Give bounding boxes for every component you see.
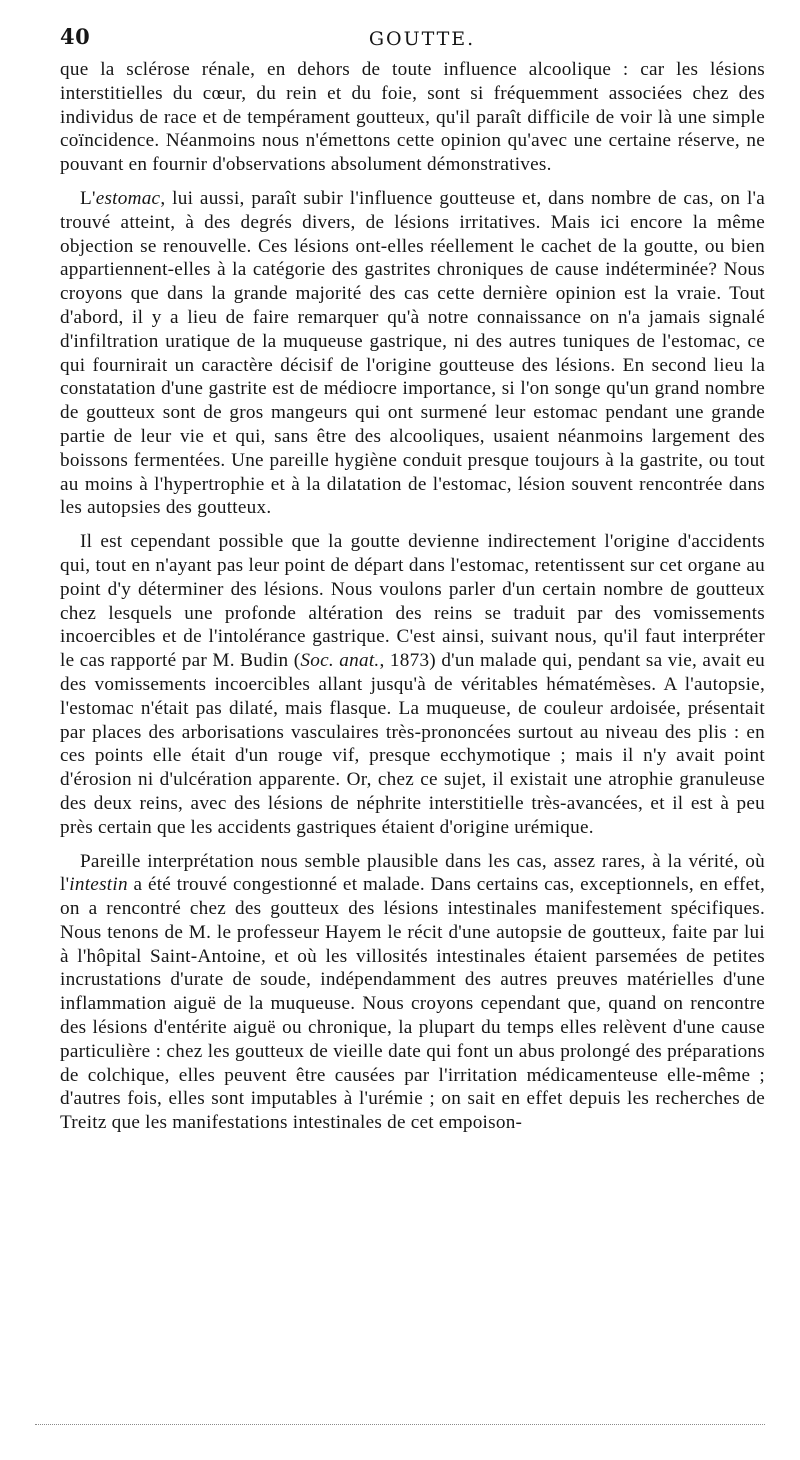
- paragraph-intestin: [60, 850, 765, 1136]
- text-run: Il est cependant possible que la goutte devienne indirectement l'origine d'accidents qui, tout en n'ayant pas leur point de départ dans l'estomac, retentissent sur cet organe au point d'y déterminer des lésions. Nous voulons parler d'un certain nombre de goutteux chez lesquels une profonde altération des reins se traduit par des vomissements incoercibles et de l'intolérance gastrique. C'est ainsi, suivant nous, qu'il faut interpréter le cas rapporté par M. Budin (: [60, 531, 765, 672]
- italic-term: Soc. anat.: [300, 650, 380, 672]
- page-number: 40: [60, 24, 91, 49]
- text-run: , lui aussi, paraît subir l'influence goutteuse et, dans nombre de cas, on l'a trouvé atteint, à des degrés divers, de lésions irritatives. Mais ici encore la même objection se renouvelle. Ces lésions ont-elles réellement le cachet de la goutte, ou bien appartiennent-elles à la catégorie des gastrites chroniques de cause indéterminée? Nous croyons que dans la grande majorité des cas cette dernière opinion est la vraie. Tout d'abord, il y a lieu de faire remarquer qu'à notre connaissance on n'a jamais signalé d'infiltration uratique de la muqueuse gastrique, ni des autres tuniques de l'estomac, ce qui fournirait un caractère décisif de l'origine goutteuse des lésions. En second lieu la constatation d'une gastrite est de médiocre importance, si l'on songe qu'un grand nombre de goutteux sont de gros mangeurs qui ont surmené leur estomac pendant une grande partie de leur vie et qui, sans être des alcooliques, usaient néanmoins largement des boissons fermentées. Une pareille hygiène conduit presque toujours à la gastrite, ou tout au moins à l'hypertrophie et à la dilatation de l'estomac, lésion souvent rencontrée dans les autopsies des goutteux.: [60, 187, 765, 519]
- italic-term: intestin: [69, 874, 128, 896]
- body-text: [60, 58, 765, 1135]
- text-run: L': [80, 187, 96, 209]
- text-run: a été trouvé congestionné et malade. Dans certains cas, exceptionnels, en effet, on a rencontré chez des goutteux des lésions intestinales manifestement spécifiques. Nous tenons de M. le professeur Hayem le récit d'une autopsie de goutteux, faite par lui à l'hôpital Saint-Antoine, et où les villosités intestinales étaient parsemées de petites incrustations d'urate de soude, indépendamment des autres preuves matérielles d'une inflammation aiguë de la muqueuse. Nous croyons cependant que, quand on rencontre des lésions d'entérite aiguë ou chronique, la plupart du temps elles relèvent d'une cause particulière : chez les goutteux de vieille date qui font un abus prolongé des préparations de colchique, elles peuvent être causées par l'irritation médicamenteuse elle-même ; d'autres fois, elles sont imputables à l'urémie ; on sait en effet depuis les recherches de Treitz que les manifestations intestinales de cet empoison-: [60, 874, 765, 1134]
- italic-term: estomac: [95, 187, 161, 209]
- text-run: , 1873) d'un malade qui, pendant sa vie, avait eu des vomissements incoercibles allant jusqu'à de véritables hématémèses. A l'autopsie, l'estomac n'était pas dilaté, mais flasque. La muqueuse, de couleur ardoisée, présentait par places des arborisations vasculaires très-prononcées surtout au niveau des plis : en ces points elle était d'un rouge vif, presque ecchymotique ; mais il n'y avait point d'érosion ni d'ulcération apparente. Or, chez ce sujet, il existait une atrophie granuleuse des deux reins, avec des lésions de néphrite interstitielle très-avancées, et il est à peu près certain que les accidents gastriques étaient d'origine urémique.: [60, 650, 765, 838]
- running-title: GOUTTE.: [368, 28, 476, 50]
- paragraph-accidents: [60, 530, 765, 839]
- text-run: Pareille interprétation nous semble plausible dans les cas, assez rares, à la vérité, où l': [60, 850, 765, 896]
- paragraph-estomac: [60, 187, 765, 520]
- paragraph-sclerose: [60, 58, 765, 177]
- text-run: que la sclérose rénale, en dehors de toute influence alcoolique : car les lésions interstitielles du cœur, du rein et du foie, sont si fréquemment associées chez des individus de race et de tempérament goutteux, qu'il paraît difficile de voir là une simple coïncidence. Néanmoins nous n'émettons cette opinion qu'avec une certaine réserve, ne pouvant en fournir d'observations absolument démonstratives.: [60, 59, 765, 176]
- footer-dotted-rule: [35, 1424, 765, 1425]
- page-header: [60, 24, 760, 54]
